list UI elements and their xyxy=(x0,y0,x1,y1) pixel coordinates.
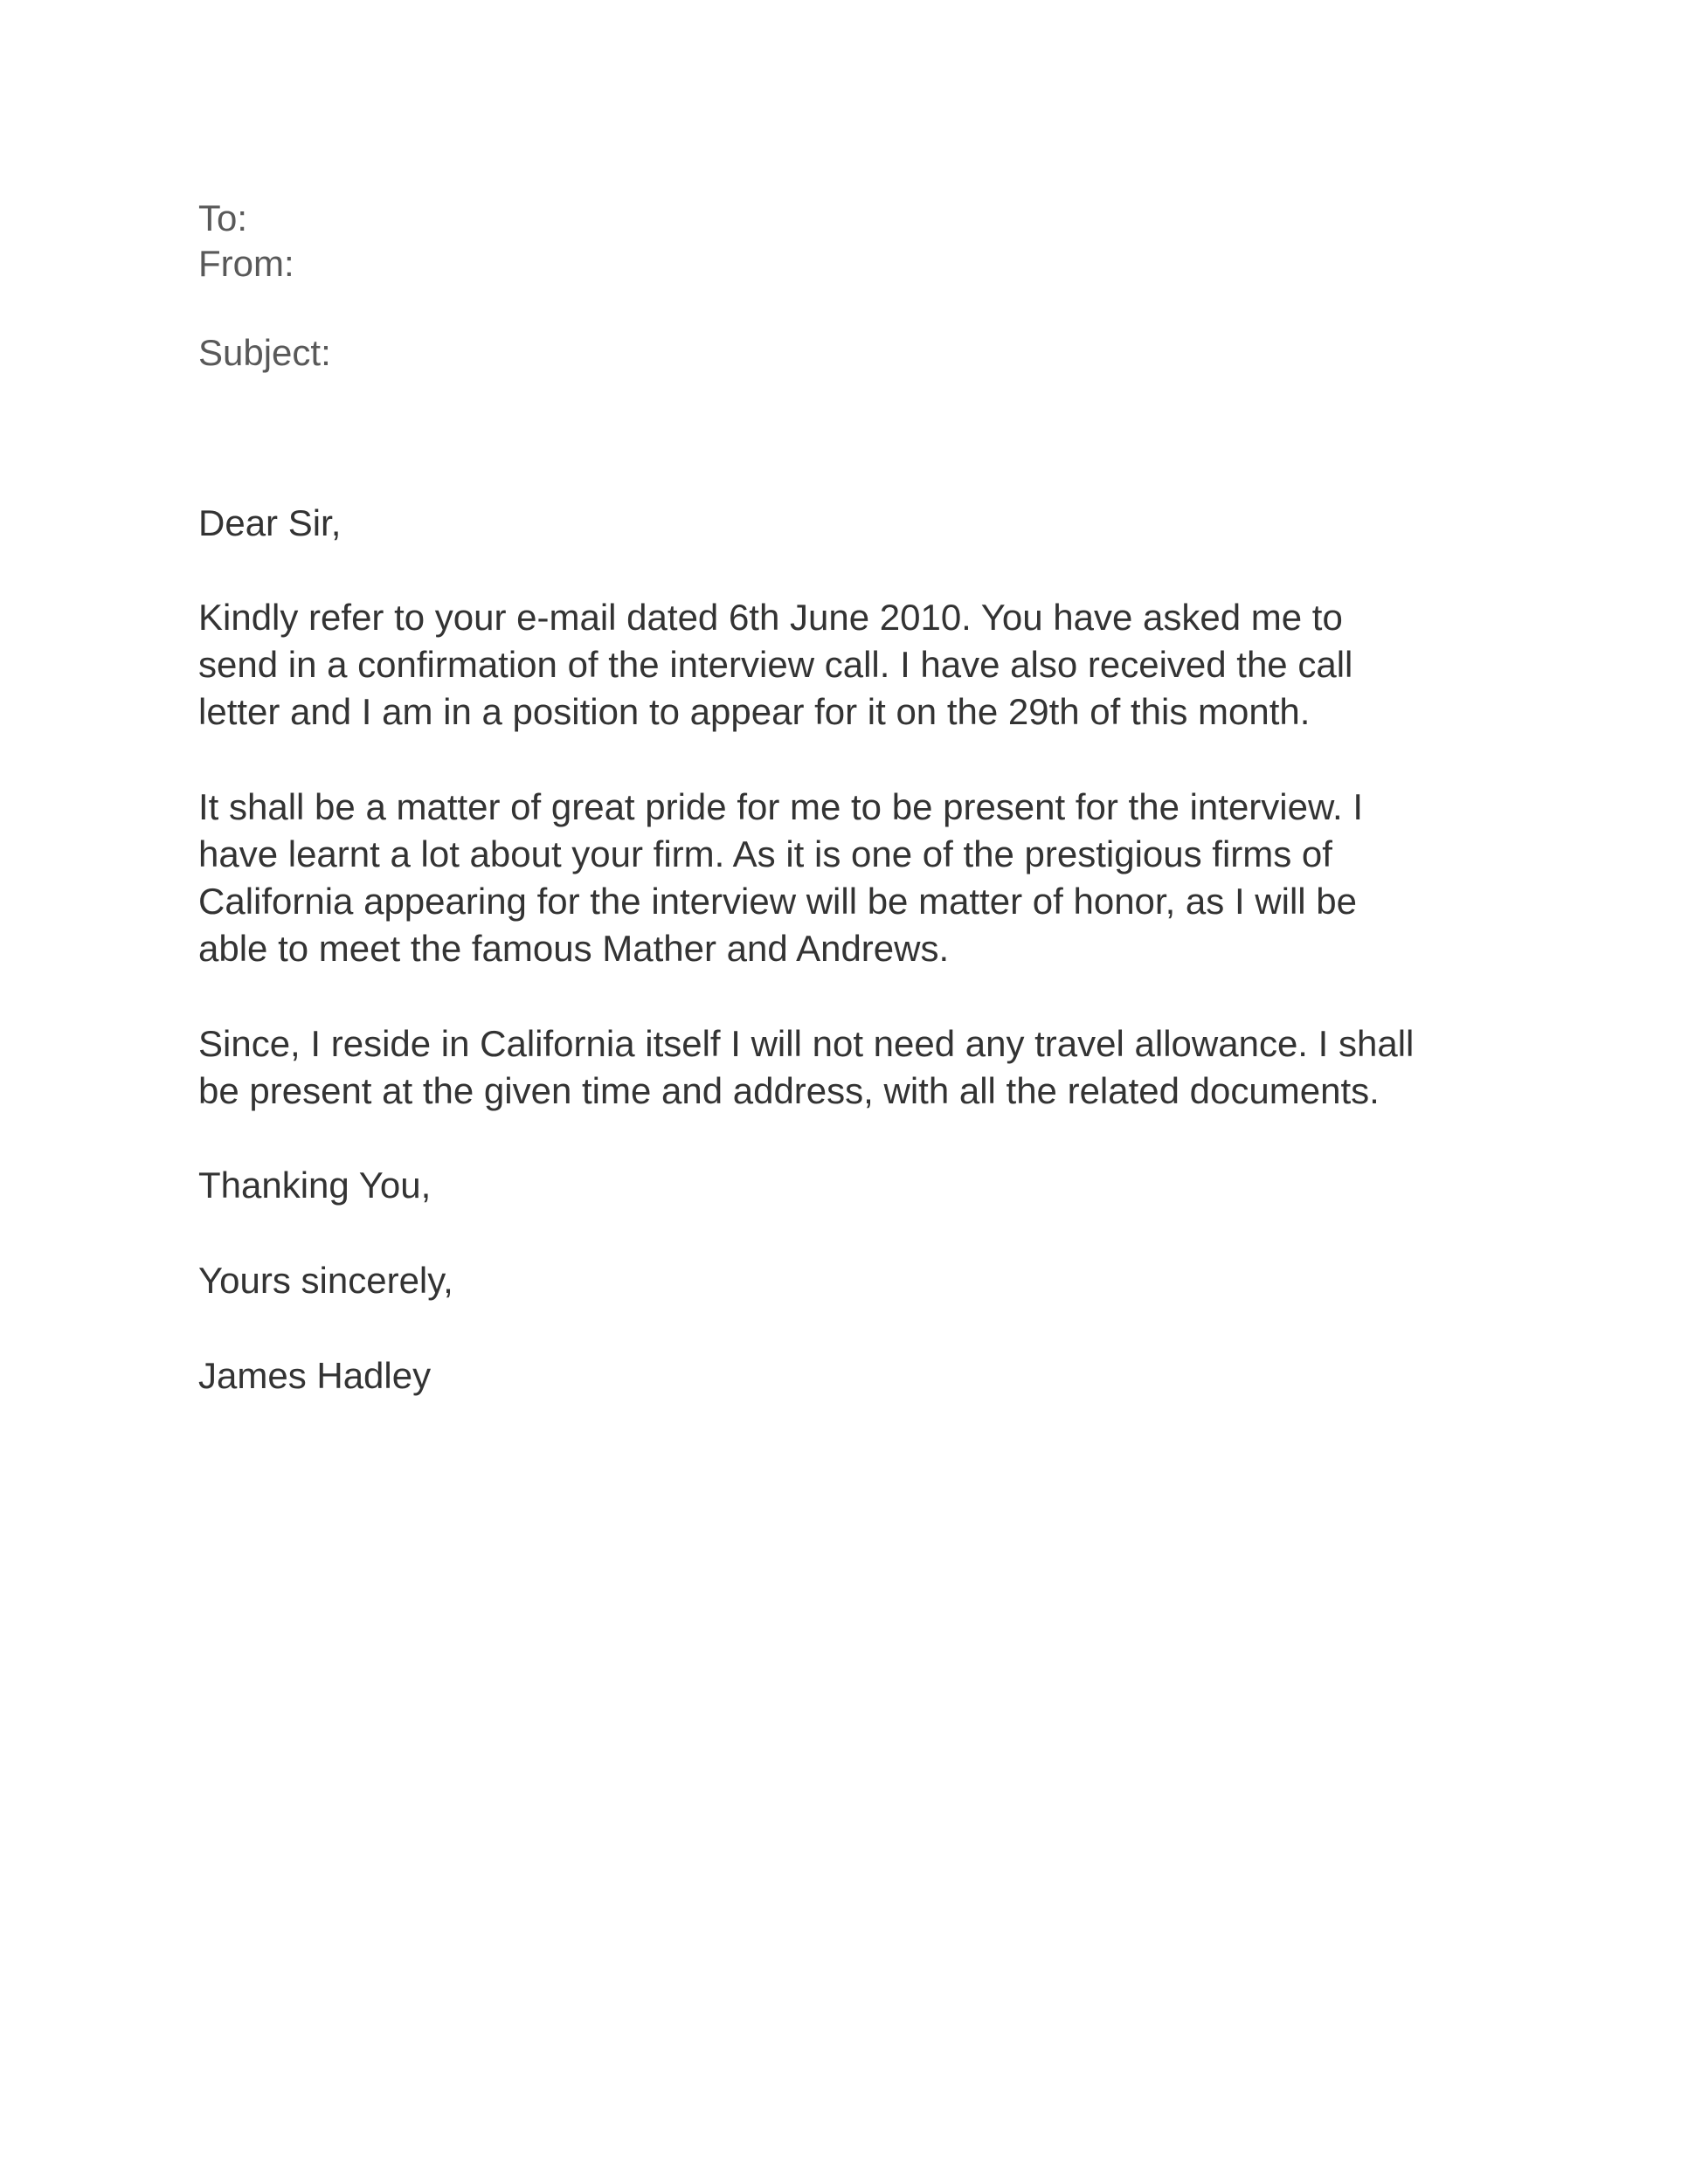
paragraph-2-line-1: It shall be a matter of great pride for me to be present for the interview. I xyxy=(198,786,1364,827)
closing-sign-off: Yours sincerely, xyxy=(198,1260,453,1301)
paragraph-1-line-3: letter and I am in a position to appear for it on the 29th of this month. xyxy=(198,691,1311,732)
salutation: Dear Sir, xyxy=(198,502,342,543)
paragraph-3-line-2: be present at the given time and address, with all the related documents. xyxy=(198,1070,1380,1111)
paragraph-3-line-1: Since, I reside in California itself I will not need any travel allowance. I shall xyxy=(198,1023,1415,1064)
to-label: To: xyxy=(198,197,248,238)
paragraph-1-line-2: send in a confirmation of the interview call. I have also received the call xyxy=(198,644,1353,685)
subject-label: Subject: xyxy=(198,332,331,373)
from-label: From: xyxy=(198,243,294,284)
signature-name: James Hadley xyxy=(198,1355,432,1396)
paragraph-1-line-1: Kindly refer to your e-mail dated 6th June 2010. You have asked me to xyxy=(198,597,1343,638)
paragraph-2-line-4: able to meet the famous Mather and Andrews. xyxy=(198,928,950,969)
closing-thanks: Thanking You, xyxy=(198,1165,432,1206)
paragraph-2-line-2: have learnt a lot about your firm. As it is one of the prestigious firms of xyxy=(198,833,1332,874)
paragraph-2-line-3: California appearing for the interview will be matter of honor, as I will be xyxy=(198,881,1357,922)
